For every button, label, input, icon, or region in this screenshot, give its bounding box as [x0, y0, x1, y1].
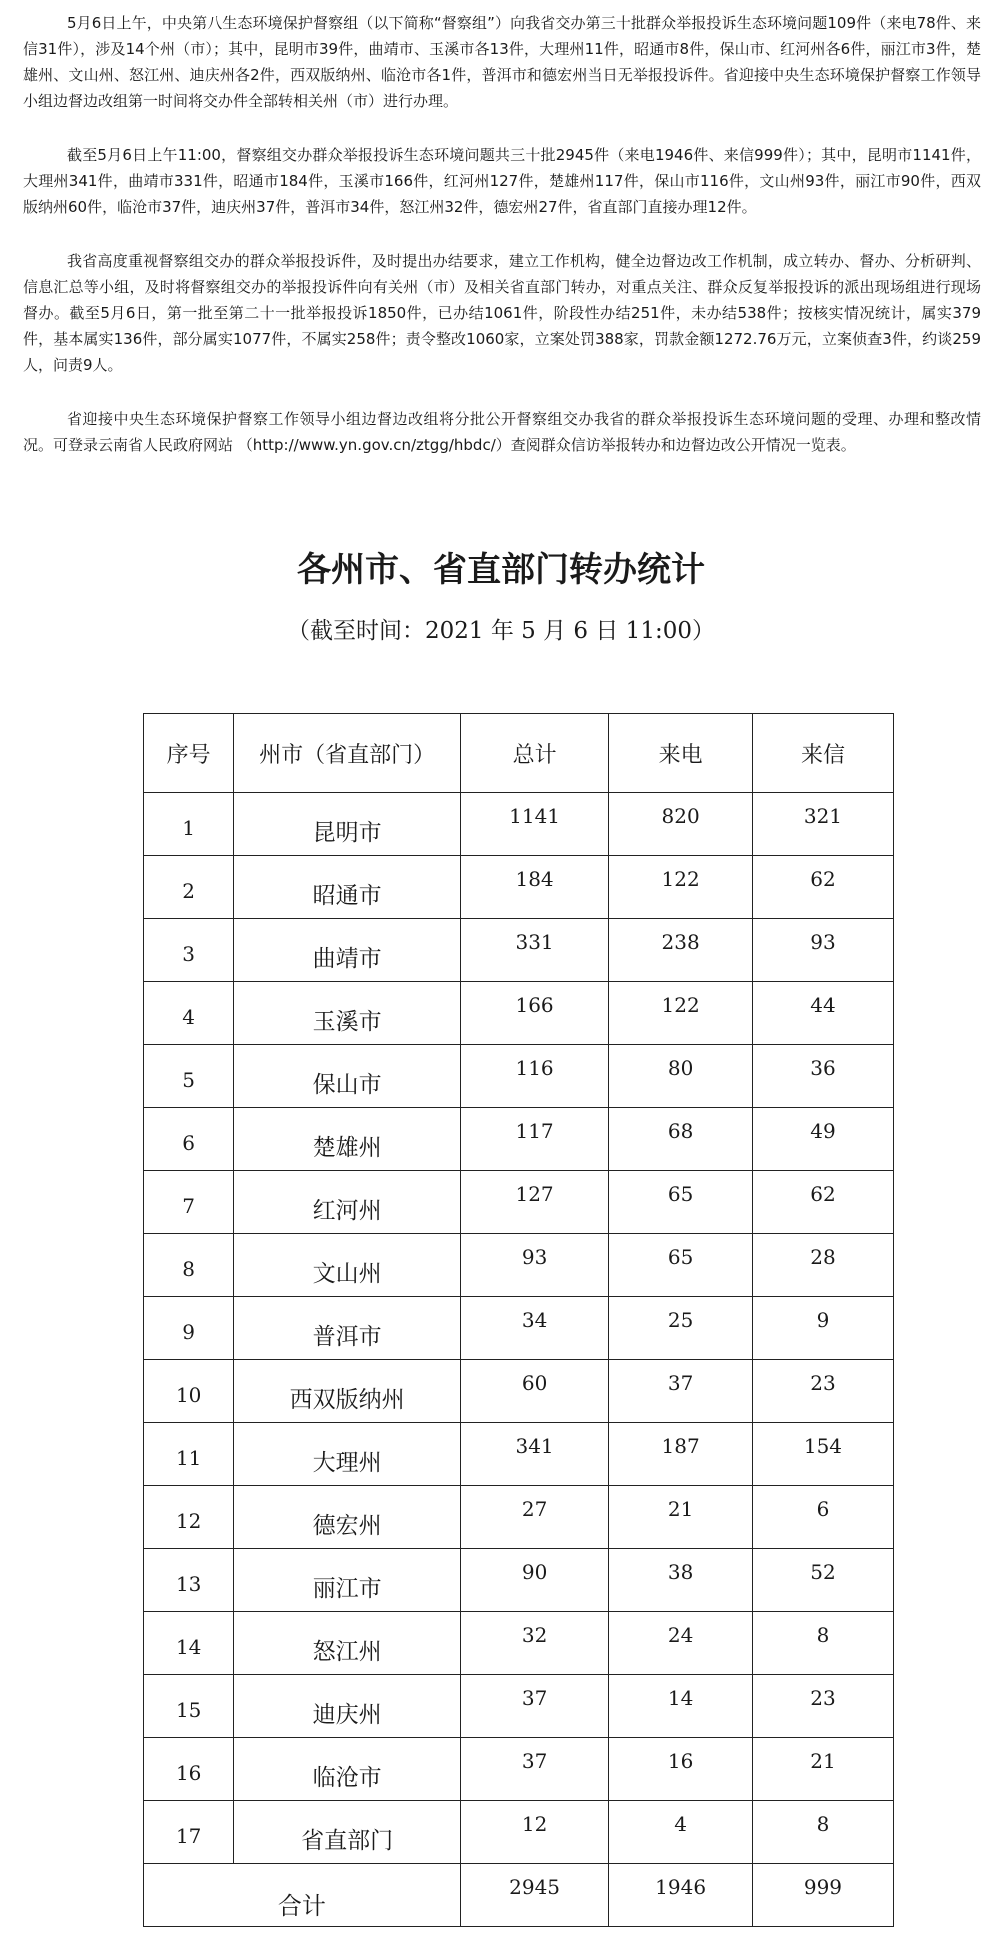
article-paragraph: 5月6日上午，中央第八生态环境保护督察组（以下简称“督察组”）向我省交办第三十批群众举报投诉生态环境问题109件（来电78件、来信31件），涉及14个州（市）；其中，昆明市39件，曲靖市、玉溪市各13件，大理州11件，昭通市8件，保山市、红河州各6件，丽江市3件，楚雄州、文山州、怒江州、迪庆州各2件，西双版纳州、临沧市各1件，普洱市和德宏州当日无举报投诉件。省迎接中央生态环境保护督察工作领导小组边督边改组第一时间将交办件全部转相关州（市）进行办理。	[23, 14, 981, 110]
row-letter: 49	[810, 1119, 836, 1143]
row-region: 丽江市	[312, 1575, 382, 1602]
article-body	[23, 0, 981, 486]
row-total-cell	[460, 1612, 609, 1675]
row-total: 341	[515, 1434, 554, 1458]
row-index-cell	[144, 1549, 234, 1612]
row-total-cell	[460, 856, 609, 919]
row-total-cell	[460, 1171, 609, 1234]
row-phone-cell	[609, 1738, 753, 1801]
row-total: 184	[515, 867, 554, 891]
row-phone-cell	[609, 1801, 753, 1864]
row-phone: 65	[667, 1182, 694, 1206]
row-letter: 321	[803, 804, 843, 828]
row-index-cell	[144, 1297, 234, 1360]
row-region: 迪庆州	[312, 1701, 382, 1728]
row-total: 331	[515, 930, 554, 954]
row-region-cell	[234, 919, 460, 982]
row-letter: 52	[810, 1560, 836, 1584]
row-total: 37	[521, 1686, 548, 1710]
row-region: 保山市	[312, 1071, 382, 1098]
row-region-cell	[234, 1486, 460, 1549]
row-total: 12	[521, 1812, 548, 1836]
row-index-cell	[144, 1801, 234, 1864]
row-letter-cell	[752, 1675, 893, 1738]
row-phone-cell	[609, 1486, 753, 1549]
row-letter-cell	[752, 793, 893, 856]
row-letter: 62	[810, 867, 836, 891]
row-total-cell	[460, 919, 609, 982]
row-index-cell	[144, 982, 234, 1045]
row-region: 昆明市	[312, 819, 382, 846]
row-phone: 820	[661, 804, 700, 828]
row-letter-cell	[752, 1612, 893, 1675]
row-phone-cell	[609, 1171, 753, 1234]
row-index-cell	[144, 1108, 234, 1171]
row-phone-cell	[609, 1045, 753, 1108]
row-total-cell	[460, 1297, 609, 1360]
row-phone: 14	[667, 1686, 694, 1710]
table-row	[144, 1738, 894, 1801]
row-total-cell	[460, 1738, 609, 1801]
total-sum: 2945	[509, 1875, 561, 1899]
table-footer	[144, 1864, 894, 1927]
row-letter-cell	[752, 1801, 893, 1864]
row-total: 166	[515, 993, 554, 1017]
row-index-cell	[144, 1612, 234, 1675]
row-index: 17	[175, 1824, 202, 1848]
row-index-cell	[144, 919, 234, 982]
total-letter: 999	[803, 1875, 843, 1899]
row-region-cell	[234, 1234, 460, 1297]
row-region-cell	[234, 1738, 460, 1801]
row-index-cell	[144, 1171, 234, 1234]
row-index: 11	[175, 1446, 202, 1470]
row-total-cell	[460, 1486, 609, 1549]
row-letter: 23	[810, 1686, 836, 1710]
row-letter-cell	[752, 919, 893, 982]
total-label-cell	[144, 1864, 461, 1927]
row-index-cell	[144, 1045, 234, 1108]
row-letter-cell	[752, 1045, 893, 1108]
row-region: 普洱市	[312, 1323, 382, 1350]
row-region: 怒江州	[312, 1638, 382, 1665]
row-letter: 21	[810, 1749, 836, 1773]
row-total-cell	[460, 1675, 609, 1738]
row-region-cell	[234, 1612, 460, 1675]
row-region: 西双版纳州	[289, 1386, 405, 1413]
row-letter: 23	[810, 1371, 836, 1395]
row-index-cell	[144, 1738, 234, 1801]
row-phone-cell	[609, 1108, 753, 1171]
row-region-cell	[234, 1675, 460, 1738]
row-phone-cell	[609, 1549, 753, 1612]
header-region: 州市（省直部门）	[234, 714, 460, 793]
table-row	[144, 1486, 894, 1549]
table-row	[144, 1549, 894, 1612]
row-phone: 24	[667, 1623, 694, 1647]
row-total-cell	[460, 1801, 609, 1864]
row-region: 昭通市	[312, 882, 382, 909]
table-subtitle: （截至时间：2021 年 5 月 6 日 11:00）	[287, 618, 715, 644]
table-row	[144, 856, 894, 919]
row-letter: 8	[816, 1623, 830, 1647]
table-row	[144, 1297, 894, 1360]
row-letter: 62	[810, 1182, 836, 1206]
total-phone: 1946	[655, 1875, 707, 1899]
row-phone-cell	[609, 919, 753, 982]
row-total-cell	[460, 793, 609, 856]
row-phone: 122	[661, 867, 700, 891]
row-region-cell	[234, 1801, 460, 1864]
table-header	[144, 714, 894, 793]
row-letter: 9	[816, 1308, 830, 1332]
row-letter: 28	[810, 1245, 836, 1269]
row-total-cell	[460, 1108, 609, 1171]
row-letter: 93	[810, 930, 836, 954]
article-paragraph: 我省高度重视督察组交办的群众举报投诉件，及时提出办结要求，建立工作机构，健全边督边改工作机制，成立转办、督办、分析研判、信息汇总等小组，及时将督察组交办的举报投诉件向有关州（市）及相关省直部门转办，对重点关注、群众反复举报投诉的派出现场组进行现场督办。截至5月6日，第一批至第二十一批举报投诉1850件，已办结1061件，阶段性办结251件，未办结538件；按核实情况统计，属实379件，基本属实136件，部分属实1077件，不属实258件；责令整改1060家，立案处罚388家，罚款金额1272.76万元，立案侦查3件，约谈259人，问责9人。	[23, 252, 981, 374]
row-total-cell	[460, 1234, 609, 1297]
row-phone: 80	[667, 1056, 694, 1080]
row-total-cell	[460, 982, 609, 1045]
row-letter-cell	[752, 1360, 893, 1423]
row-index-cell	[144, 1675, 234, 1738]
row-index: 1	[182, 816, 196, 840]
row-phone: 16	[667, 1749, 694, 1773]
row-total-cell	[460, 1549, 609, 1612]
row-letter-cell	[752, 1549, 893, 1612]
row-letter: 154	[803, 1434, 843, 1458]
row-phone: 25	[667, 1308, 694, 1332]
table-row	[144, 1234, 894, 1297]
row-letter-cell	[752, 1297, 893, 1360]
table-row	[144, 919, 894, 982]
row-total: 127	[515, 1182, 554, 1206]
article-paragraph: 省迎接中央生态环境保护督察工作领导小组边督边改组将分批公开督察组交办我省的群众举报投诉生态环境问题的受理、办理和整改情况。可登录云南省人民政府网站 （http://www.yn.gov.cn/ztgg/hbdc/）查阅群众信访举报转办和边督边改公开情况一览表。	[23, 410, 981, 454]
row-phone-cell	[609, 1612, 753, 1675]
row-region-cell	[234, 1297, 460, 1360]
row-region-cell	[234, 1423, 460, 1486]
table-header-row	[144, 714, 894, 793]
table-row	[144, 1423, 894, 1486]
table-row	[144, 982, 894, 1045]
total-label: 合计	[277, 1891, 326, 1920]
row-total: 93	[521, 1245, 548, 1269]
row-index: 2	[182, 879, 196, 903]
row-index-cell	[144, 1423, 234, 1486]
row-index: 8	[182, 1257, 196, 1281]
row-index: 5	[182, 1068, 196, 1092]
row-index-cell	[144, 793, 234, 856]
row-letter-cell	[752, 1171, 893, 1234]
row-region: 玉溪市	[312, 1008, 382, 1035]
row-letter: 6	[816, 1497, 830, 1521]
row-letter-cell	[752, 856, 893, 919]
row-phone: 238	[661, 930, 700, 954]
row-region-cell	[234, 1045, 460, 1108]
row-index: 15	[175, 1698, 202, 1722]
row-region: 曲靖市	[312, 945, 382, 972]
row-index: 4	[182, 1005, 196, 1029]
header-index: 序号	[144, 714, 234, 793]
row-region-cell	[234, 793, 460, 856]
row-total: 90	[521, 1560, 548, 1584]
header-letter: 来信	[752, 714, 893, 793]
row-phone-cell	[609, 1234, 753, 1297]
row-total: 1141	[509, 804, 561, 828]
row-index-cell	[144, 1360, 234, 1423]
row-total: 32	[521, 1623, 548, 1647]
table-title: 各州市、省直部门转办统计	[297, 550, 705, 590]
row-region: 文山州	[312, 1260, 382, 1287]
table-row	[144, 1108, 894, 1171]
total-letter-cell	[752, 1864, 893, 1927]
row-index: 13	[175, 1572, 202, 1596]
row-region: 省直部门	[301, 1827, 394, 1854]
article-paragraph: 截至5月6日上午11:00，督察组交办群众举报投诉生态环境问题共三十批2945件（来电1946件、来信999件）；其中，昆明市1141件，大理州341件，曲靖市331件，昭通市184件，玉溪市166件，红河州127件，楚雄州117件，保山市116件，文山州93件，丽江市90件，西双版纳州60件，临沧市37件，迪庆州37件，普洱市34件，怒江州32件，德宏州27件，省直部门直接办理12件。	[23, 146, 981, 216]
header-phone: 来电	[609, 714, 753, 793]
row-phone: 21	[667, 1497, 694, 1521]
table-row	[144, 1360, 894, 1423]
row-letter: 36	[810, 1056, 836, 1080]
row-index: 7	[182, 1194, 196, 1218]
row-phone: 38	[667, 1560, 694, 1584]
row-region-cell	[234, 1360, 460, 1423]
row-region-cell	[234, 856, 460, 919]
row-total: 37	[521, 1749, 548, 1773]
row-total: 34	[521, 1308, 548, 1332]
table-row	[144, 1801, 894, 1864]
row-letter: 8	[816, 1812, 830, 1836]
row-index: 10	[175, 1383, 202, 1407]
total-sum-cell	[460, 1864, 609, 1927]
row-total: 27	[521, 1497, 548, 1521]
row-letter-cell	[752, 1486, 893, 1549]
row-total-cell	[460, 1045, 609, 1108]
row-region: 德宏州	[312, 1512, 382, 1539]
row-phone: 37	[667, 1371, 694, 1395]
table-row	[144, 1171, 894, 1234]
table-row	[144, 793, 894, 856]
row-total-cell	[460, 1360, 609, 1423]
row-letter-cell	[752, 1108, 893, 1171]
row-region-cell	[234, 1108, 460, 1171]
row-index-cell	[144, 1486, 234, 1549]
row-total: 116	[515, 1056, 554, 1080]
row-region-cell	[234, 1549, 460, 1612]
row-index: 14	[175, 1635, 202, 1659]
row-phone: 65	[667, 1245, 694, 1269]
row-phone-cell	[609, 982, 753, 1045]
row-index: 6	[182, 1131, 196, 1155]
statistics-table	[143, 713, 894, 1927]
row-phone-cell	[609, 856, 753, 919]
row-index: 16	[175, 1761, 202, 1785]
row-total-cell	[460, 1423, 609, 1486]
table-body	[144, 793, 894, 1864]
row-letter-cell	[752, 1738, 893, 1801]
table-row	[144, 1612, 894, 1675]
row-phone: 122	[661, 993, 700, 1017]
row-phone-cell	[609, 1675, 753, 1738]
row-region: 临沧市	[312, 1764, 382, 1791]
row-phone: 187	[661, 1434, 700, 1458]
total-row	[144, 1864, 894, 1927]
total-phone-cell	[609, 1864, 753, 1927]
row-letter: 44	[810, 993, 836, 1017]
row-index: 9	[182, 1320, 196, 1344]
row-phone: 4	[674, 1812, 687, 1836]
row-region: 红河州	[312, 1197, 382, 1224]
row-index: 12	[175, 1509, 202, 1533]
table-row	[144, 1045, 894, 1108]
row-index: 3	[182, 942, 196, 966]
row-letter-cell	[752, 1234, 893, 1297]
row-index-cell	[144, 1234, 234, 1297]
row-index-cell	[144, 856, 234, 919]
row-region: 大理州	[312, 1449, 382, 1476]
row-phone-cell	[609, 1360, 753, 1423]
header-total: 总计	[460, 714, 609, 793]
row-total: 117	[515, 1119, 554, 1143]
row-region-cell	[234, 982, 460, 1045]
table-row	[144, 1675, 894, 1738]
row-total: 60	[521, 1371, 548, 1395]
row-phone-cell	[609, 1297, 753, 1360]
row-phone-cell	[609, 793, 753, 856]
row-region-cell	[234, 1171, 460, 1234]
row-letter-cell	[752, 1423, 893, 1486]
row-phone: 68	[667, 1119, 694, 1143]
row-phone-cell	[609, 1423, 753, 1486]
row-region: 楚雄州	[312, 1134, 382, 1161]
row-letter-cell	[752, 982, 893, 1045]
